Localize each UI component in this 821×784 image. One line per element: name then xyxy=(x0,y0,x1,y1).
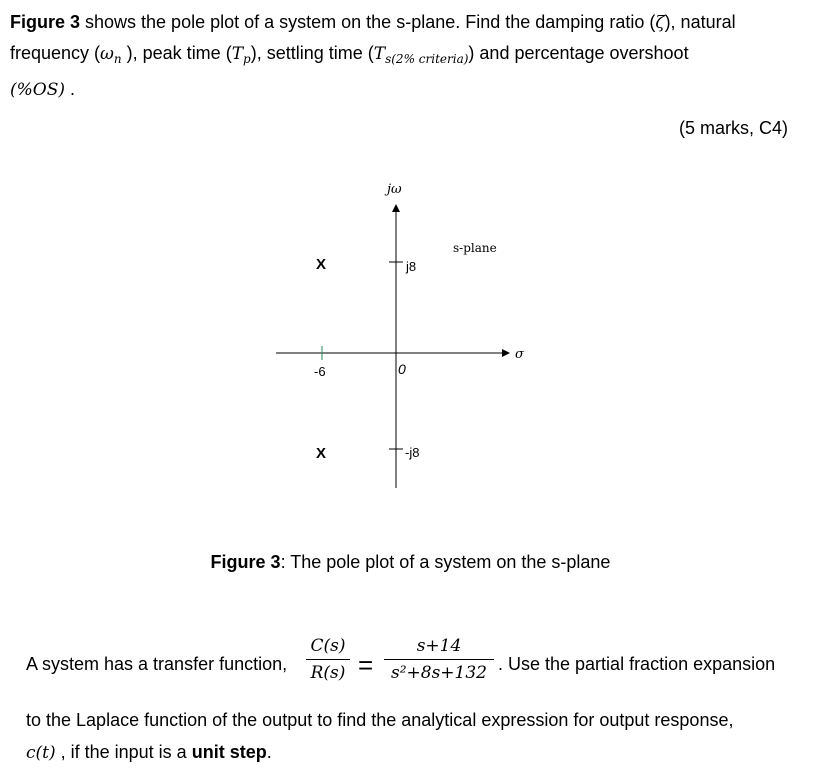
ts-symbol: $T_{s(2\% criteria)}$ xyxy=(373,44,469,66)
x-axis-label: σ xyxy=(515,347,524,362)
pole-marker-upper: X xyxy=(316,256,327,273)
question-1-text: Figure 3 shows the pole plot of a system on the s-plane. Find the damping ratio (ζ), natural frequency ($\omega_n$ ), peak time $(T_p)$, settling time $(T_{s(2\% criteria)})$ and percentage overshoot (%OS) . xyxy=(10,12,736,100)
unit-step: unit step xyxy=(191,742,267,762)
pos-symbol: (%OS) xyxy=(10,80,66,100)
marks-label: (5 marks, C4) xyxy=(678,118,788,138)
equals-sign: = xyxy=(358,650,374,680)
zeta-symbol: ζ xyxy=(655,13,665,33)
y-axis-label: jω xyxy=(387,182,402,197)
tick-label-j8: j8 xyxy=(406,259,417,274)
tick-label-m6: -6 xyxy=(314,364,326,379)
q2-tail: . Use the partial fraction expansion xyxy=(498,654,776,674)
q2-line3: c(t) , if the input is a unit step. xyxy=(26,742,272,763)
lhs-fraction: $\frac{C(s)}{R(s)}$ xyxy=(306,636,350,683)
figure-caption: Figure 3: The pole plot of a system on the s-plane xyxy=(210,552,611,572)
q2-line2: to the Laplace function of the output to find the analytical expression for output response, xyxy=(26,710,734,730)
rhs-fraction: $\frac{s+14}{\text{s²+8s+132}}$ xyxy=(384,636,494,683)
figure-ref: Figure 3 xyxy=(10,12,81,32)
tick-label-mj8: -j8 xyxy=(405,445,420,460)
s-plane-label: s-plane xyxy=(453,241,497,255)
omega-n-symbol: $\omega_n$ xyxy=(100,44,122,66)
transfer-function-line xyxy=(26,636,821,696)
q2-lead: A system has a transfer function, xyxy=(26,654,288,674)
origin-label: 0 xyxy=(398,361,406,377)
tp-symbol: $T_p$ xyxy=(231,44,251,66)
pole-marker-lower: X xyxy=(316,445,327,462)
